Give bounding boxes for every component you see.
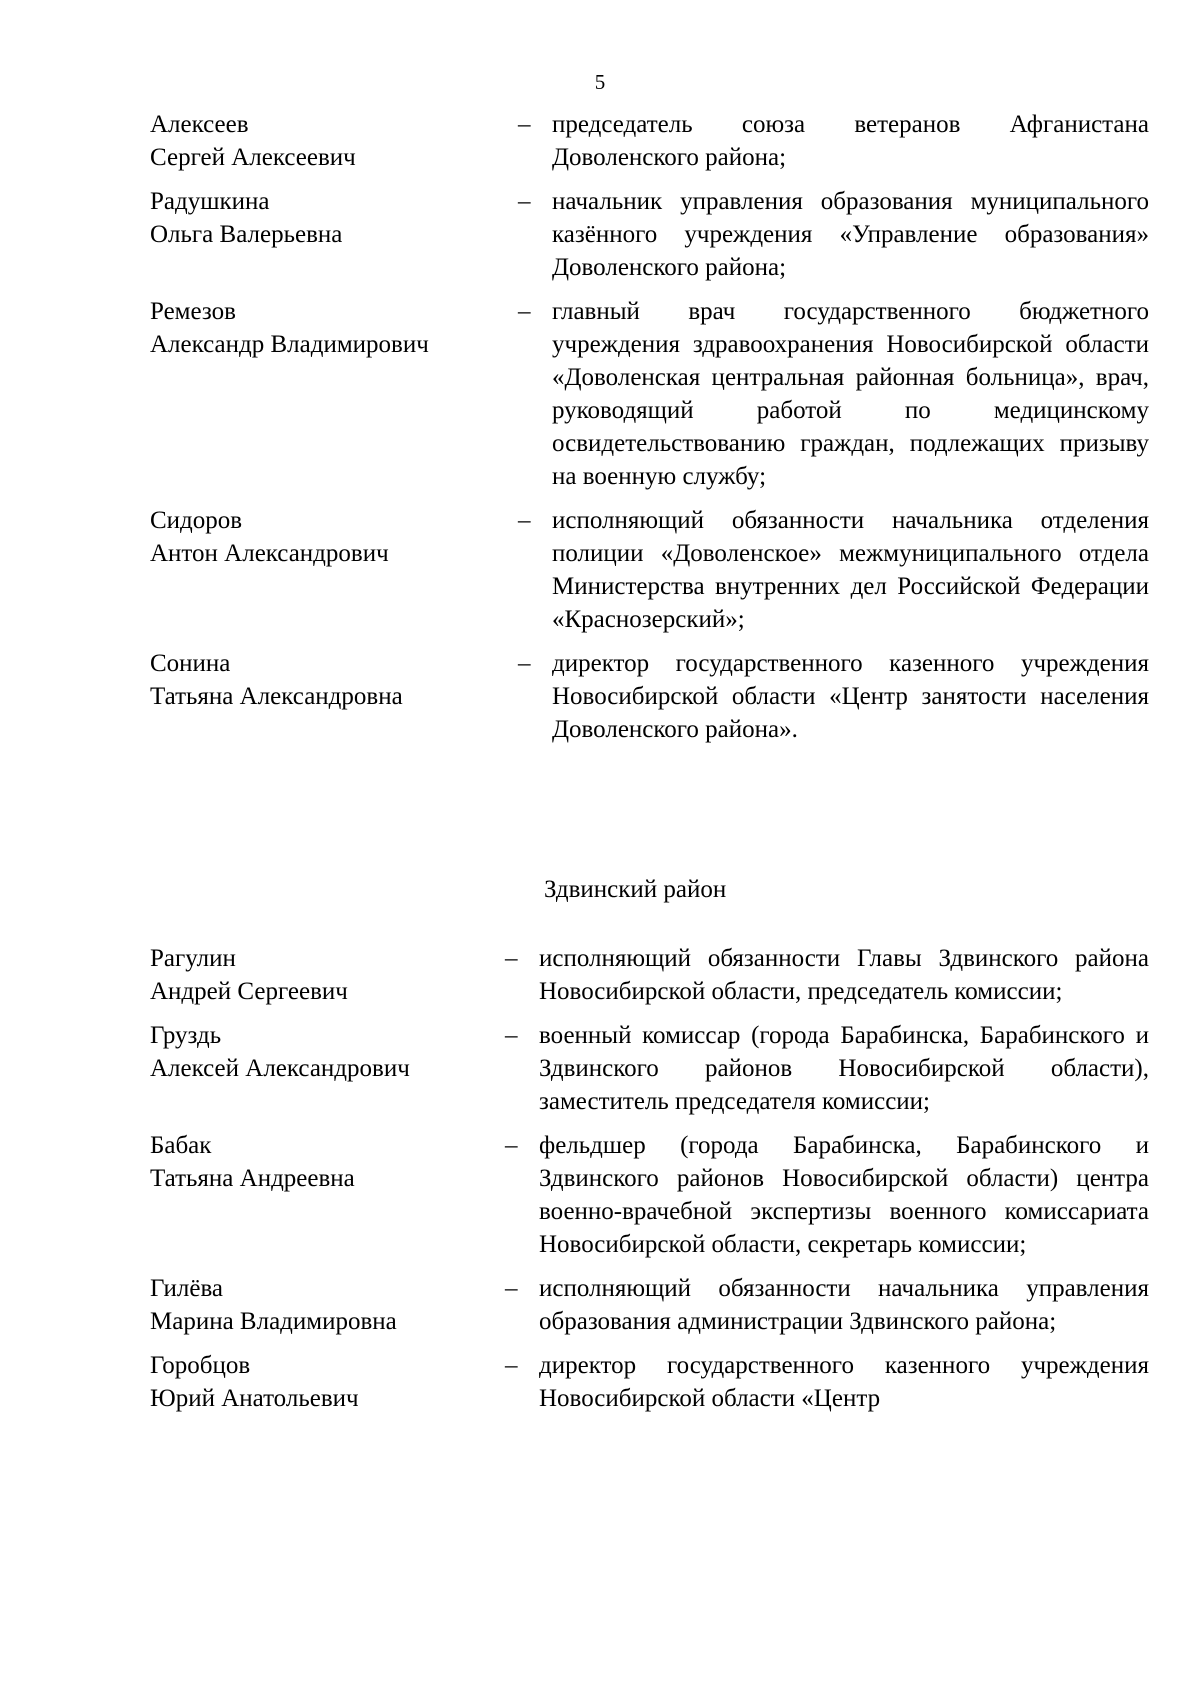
district-heading: Здвинский район — [544, 876, 727, 903]
member-entry — [0, 1272, 1200, 1338]
member-name — [150, 647, 480, 713]
member-name — [150, 1019, 480, 1085]
member-name — [150, 504, 480, 570]
dash-separator: – — [505, 1132, 518, 1159]
dash-separator: – — [505, 1275, 518, 1302]
member-position: главный врач государственного бюджетного учреждения здравоохранения Новосибирской области «Доволенская центральная районная больница», врач, руководящий работой по медицинскому освидетельствованию граждан, подлежащих призыву на военную службу; — [552, 298, 1149, 490]
member-given-names: Татьяна Андреевна — [150, 1165, 355, 1192]
member-name — [150, 942, 480, 1008]
member-surname: Сидоров — [150, 507, 243, 534]
member-surname: Ремезов — [150, 298, 236, 325]
commission-members-dovolensky — [0, 108, 1200, 746]
member-entry — [0, 942, 1200, 1008]
member-position: директор государственного казенного учреждения Новосибирской области «Центр — [539, 1352, 1149, 1412]
member-surname: Сонина — [150, 650, 231, 677]
dash-separator: – — [505, 945, 518, 972]
member-given-names: Андрей Сергеевич — [150, 978, 348, 1005]
member-entry — [0, 108, 1200, 174]
member-surname: Бабак — [150, 1132, 212, 1159]
member-given-names: Сергей Алексеевич — [150, 144, 356, 171]
member-entry — [0, 185, 1200, 284]
member-position: исполняющий обязанности начальника управления образования администрации Здвинского района; — [539, 1275, 1149, 1335]
member-given-names: Ольга Валерьевна — [150, 221, 343, 248]
member-given-names: Александр Владимирович — [150, 331, 429, 358]
member-position: фельдшер (города Барабинска, Барабинского и Здвинского районов Новосибирской области) центра военно-врачебной экспертизы военного комиссариата Новосибирской области, секретарь комиссии; — [539, 1132, 1149, 1258]
member-given-names: Антон Александрович — [150, 540, 389, 567]
member-entry — [0, 1019, 1200, 1118]
member-surname: Алексеев — [150, 111, 249, 138]
member-surname: Горобцов — [150, 1352, 251, 1379]
member-surname: Гилёва — [150, 1275, 224, 1302]
dash-separator: – — [518, 188, 531, 215]
member-given-names: Юрий Анатольевич — [150, 1385, 359, 1412]
member-surname: Груздь — [150, 1022, 222, 1049]
member-entry — [0, 1129, 1200, 1261]
member-given-names: Алексей Александрович — [150, 1055, 410, 1082]
dash-separator: – — [505, 1022, 518, 1049]
member-given-names: Татьяна Александровна — [150, 683, 403, 710]
member-position: председатель союза ветеранов Афганистана Доволенского района; — [552, 111, 1149, 171]
dash-separator: – — [518, 507, 531, 534]
dash-separator: – — [518, 650, 531, 677]
member-entry — [0, 295, 1200, 493]
member-name — [150, 185, 480, 251]
member-position: исполняющий обязанности Главы Здвинского района Новосибирской области, председатель комиссии; — [539, 945, 1149, 1005]
dash-separator: – — [518, 111, 531, 138]
dash-separator: – — [518, 298, 531, 325]
member-name — [150, 108, 480, 174]
member-position: исполняющий обязанности начальника отделения полиции «Доволенское» межмуниципального отдела Министерства внутренних дел Российской Федерации «Краснозерский»; — [552, 507, 1149, 633]
member-given-names: Марина Владимировна — [150, 1308, 397, 1335]
member-entry — [0, 647, 1200, 746]
member-position: директор государственного казенного учреждения Новосибирской области «Центр занятости населения Доволенского района». — [552, 650, 1149, 743]
member-name — [150, 1272, 480, 1338]
member-surname: Рагулин — [150, 945, 236, 972]
commission-members-zdvinsky — [0, 942, 1200, 1415]
member-position: начальник управления образования муниципального казённого учреждения «Управление образования» Доволенского района; — [552, 188, 1149, 281]
member-surname: Радушкина — [150, 188, 270, 215]
dash-separator: – — [505, 1352, 518, 1379]
member-entry — [0, 1349, 1200, 1415]
page-number: 5 — [594, 70, 606, 94]
member-position: военный комиссар (города Барабинска, Барабинского и Здвинского районов Новосибирской области), заместитель председателя комиссии; — [539, 1022, 1149, 1115]
member-entry — [0, 504, 1200, 636]
member-name — [150, 1349, 480, 1415]
member-name — [150, 295, 480, 361]
member-name — [150, 1129, 480, 1195]
